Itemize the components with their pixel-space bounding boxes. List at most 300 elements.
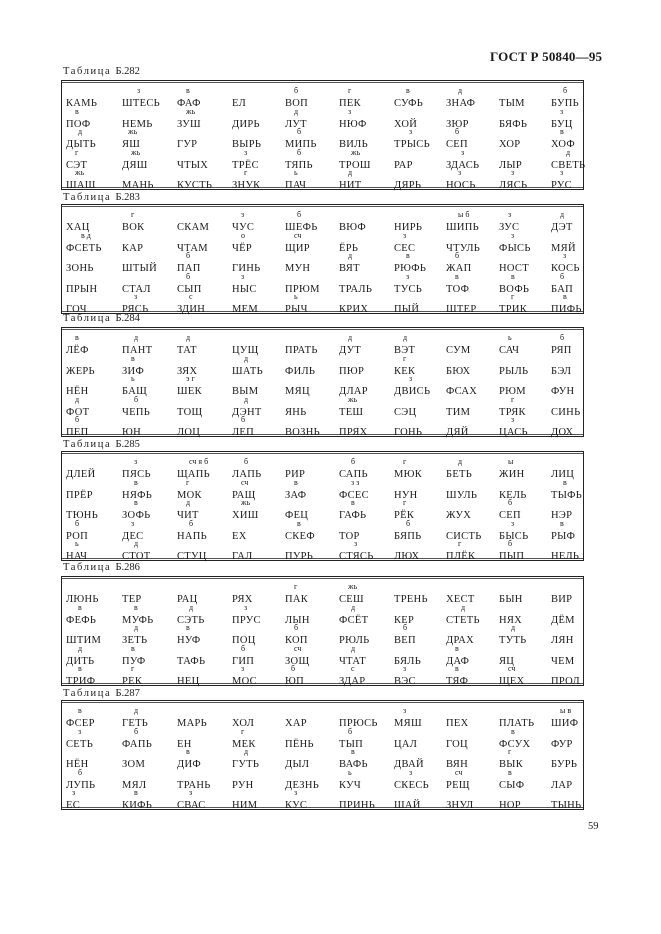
table-row	[66, 271, 583, 295]
word-cell	[122, 726, 174, 750]
syllable-word: ПРУС	[232, 614, 261, 626]
word-cell	[394, 457, 446, 480]
letter-annotation: г	[348, 86, 352, 95]
syllable-word: ЗОНЬ	[66, 263, 94, 274]
letter-annotation: б	[455, 127, 460, 136]
table-caption	[63, 192, 140, 203]
word-cell	[66, 127, 118, 150]
syllable-word: ВЕП	[394, 635, 416, 646]
syllable-word: ЗДАСЬ	[446, 159, 480, 171]
letter-annotation: з	[511, 518, 515, 528]
syllable-word: ХОФ	[551, 139, 575, 150]
word-cell	[177, 151, 229, 171]
word-cell	[122, 210, 174, 233]
letter-annotation: з	[137, 86, 141, 95]
letter-annotation: з	[244, 602, 248, 612]
syllable-word: ШАТЬ	[232, 365, 263, 377]
syllable-word: ЕЛ	[232, 98, 246, 109]
syllable-word: ТРЕНЬ	[394, 594, 428, 605]
word-cell	[394, 86, 446, 109]
word-cell	[339, 234, 391, 254]
table-row	[66, 539, 583, 562]
syllable-word: ПЫЙ	[394, 304, 420, 315]
letter-annotation: в	[78, 602, 82, 612]
word-cell	[122, 539, 174, 562]
syllable-word: НОСТ	[499, 263, 529, 274]
letter-annotation: в	[563, 477, 567, 487]
syllable-word: ФСАХ	[446, 386, 478, 397]
word-cell	[232, 353, 284, 377]
letter-annotation: в	[560, 518, 564, 528]
syllable-word: ПАП	[177, 263, 201, 274]
word-cell	[232, 168, 284, 191]
letter-annotation: з	[403, 230, 407, 240]
word-cell	[66, 168, 118, 191]
syllable-word: ШИФ	[551, 718, 579, 729]
letter-annotation: г	[508, 747, 512, 756]
syllable-word: НЕЛЬ	[551, 551, 580, 562]
syllable-word: РЮЛЬ	[339, 635, 370, 646]
syllable-word: ФЕФЬ	[66, 614, 97, 626]
syllable-word: ВОЗНЬ	[285, 427, 320, 438]
syllable-word: МЯШ	[394, 718, 422, 729]
syllable-word: ФСЕТЬ	[66, 242, 102, 254]
syllable-word: ВЫРЬ	[232, 139, 262, 150]
syllable-word: ТРЫСЬ	[394, 139, 430, 150]
syllable-word: ЗУС	[499, 222, 520, 233]
syllable-word: ДАФ	[446, 655, 470, 667]
word-cell	[446, 481, 498, 501]
syllable-word: ЖЕРЬ	[66, 365, 95, 377]
syllable-word: БУРЬ	[551, 759, 578, 770]
syllable-word: ЗОЩ	[285, 655, 310, 667]
table-row	[66, 230, 583, 254]
syllable-word: ДЁМ	[551, 614, 575, 626]
letter-annotation: з	[241, 664, 245, 673]
syllable-word: ЗОФЬ	[122, 510, 151, 521]
syllable-word: РУН	[232, 779, 254, 791]
letter-annotation: в	[75, 106, 79, 116]
word-cell	[232, 791, 284, 811]
syllable-word: ТЫНЬ	[551, 800, 582, 811]
syllable-word: ТЫФЬ	[551, 489, 583, 501]
table-row	[66, 168, 583, 191]
word-cell	[285, 788, 337, 811]
word-cell	[232, 254, 284, 274]
word-cell	[551, 127, 603, 150]
word-cell	[122, 147, 174, 171]
syllable-word: НАЧ	[66, 551, 88, 562]
letter-annotation: в	[186, 747, 190, 756]
word-cell	[66, 230, 118, 254]
table-row	[66, 127, 583, 150]
letter-annotation: б	[78, 767, 83, 777]
syllable-word: РЯХ	[232, 594, 253, 605]
letter-annotation: г	[458, 539, 462, 548]
word-cell	[394, 398, 446, 418]
letter-annotation: з	[511, 230, 515, 240]
syllable-word: НИРЬ	[394, 222, 423, 233]
letter-annotation: б	[294, 86, 299, 95]
letter-annotation: в	[134, 498, 138, 507]
syllable-word: ЗДИН	[177, 304, 206, 315]
syllable-word: ЛОЦ	[177, 427, 201, 438]
syllable-word: СЕШ	[339, 594, 364, 605]
word-cell	[122, 234, 174, 254]
letter-annotation: г	[403, 457, 407, 466]
word-cell	[177, 106, 229, 130]
letter-annotation: д	[458, 457, 463, 466]
syllable-word: ЩИР	[285, 242, 310, 254]
syllable-word: БЯПЬ	[394, 530, 422, 542]
letter-annotation: з	[563, 251, 567, 260]
word-cell	[66, 501, 118, 521]
word-cell	[551, 460, 603, 480]
syllable-word: НИМ	[232, 800, 258, 811]
word-cell	[339, 333, 391, 356]
syllable-word: ШИПЬ	[446, 222, 479, 233]
letter-annotation: в	[78, 706, 82, 715]
letter-annotation: г	[75, 147, 79, 157]
syllable-word: ВИР	[551, 594, 573, 605]
word-cell	[177, 333, 229, 356]
syllable-word: БЫСЬ	[499, 530, 529, 542]
word-cell	[232, 747, 284, 770]
syllable-word: ГУР	[177, 139, 198, 150]
word-cell	[339, 747, 391, 770]
word-cell	[446, 168, 498, 191]
table-row	[66, 106, 583, 130]
table-caption-label: Таблица	[63, 688, 112, 699]
syllable-word: ПУРЬ	[285, 551, 314, 562]
letter-annotation: б	[508, 498, 513, 507]
syllable-word: ЧЁР	[232, 242, 252, 254]
word-cell	[66, 518, 118, 542]
syllable-word: НЯФЬ	[122, 489, 153, 501]
letter-annotation: с	[351, 664, 355, 673]
syllable-word: ХОР	[499, 139, 521, 150]
word-cell	[285, 106, 337, 130]
word-cell	[551, 750, 603, 770]
word-cell	[122, 498, 174, 521]
word-cell	[339, 664, 391, 687]
letter-annotation: в	[406, 86, 410, 95]
word-cell	[177, 730, 229, 750]
document-header: ГОСТ Р 50840—95	[490, 49, 603, 64]
syllable-word: ЦУЩ	[232, 345, 259, 356]
letter-annotation: ь	[294, 292, 298, 301]
syllable-word: СКЕСЬ	[394, 779, 429, 791]
word-cell	[177, 542, 229, 562]
table-row	[66, 767, 583, 791]
table-caption-number: Б.285	[115, 439, 140, 450]
letter-annotation: д	[348, 168, 353, 177]
syllable-word: ДЯШ	[122, 159, 148, 171]
letter-annotation: з	[78, 726, 82, 736]
word-cell	[66, 585, 118, 605]
table-caption	[63, 439, 140, 450]
syllable-word: ЛЮХ	[394, 551, 420, 562]
syllable-word: ПЫП	[499, 551, 525, 562]
syllable-word: МУФЬ	[122, 614, 154, 626]
word-cell	[339, 86, 391, 109]
letter-annotation: з	[134, 457, 138, 466]
letter-annotation: з	[241, 271, 245, 281]
word-cell	[232, 336, 284, 356]
syllable-word: ТАТ	[177, 345, 197, 356]
syllable-word: ЛИЦ	[551, 469, 575, 480]
word-cell	[66, 295, 118, 315]
letter-annotation: г	[511, 394, 515, 404]
letter-annotation: б	[406, 518, 411, 528]
syllable-word: ВЯН	[446, 759, 468, 770]
word-cell	[232, 477, 284, 501]
letter-annotation: сч	[455, 767, 463, 777]
letter-annotation: жь	[351, 147, 361, 157]
letter-annotation: ь	[508, 333, 512, 342]
word-cell	[394, 127, 446, 150]
syllable-word: СТЕТЬ	[446, 614, 480, 626]
word-cell	[285, 168, 337, 191]
word-cell	[66, 788, 118, 811]
word-cell	[394, 251, 446, 274]
syllable-word: ФОТ	[66, 406, 90, 418]
word-cell	[499, 767, 551, 791]
word-cell	[499, 292, 551, 315]
table-caption-label: Таблица	[63, 192, 112, 203]
word-cell	[285, 275, 337, 295]
syllable-word: ПЕК	[339, 98, 361, 109]
word-cell	[285, 127, 337, 150]
syllable-word: ПАЧ	[285, 180, 307, 191]
syllable-word: ФСЁТ	[339, 614, 369, 626]
syllable-word: КЕЛЬ	[499, 489, 527, 501]
syllable-word: РЕК	[122, 676, 143, 687]
table-caption-label: Таблица	[63, 439, 112, 450]
syllable-word: КУЧ	[339, 779, 361, 791]
table-caption-label: Таблица	[63, 66, 112, 77]
word-cell	[66, 481, 118, 501]
word-cell	[499, 539, 551, 562]
word-cell	[551, 333, 603, 356]
letter-annotation: б	[403, 623, 408, 632]
word-cell	[232, 726, 284, 750]
table-caption-number: Б.286	[115, 562, 140, 573]
word-table	[61, 700, 584, 810]
syllable-word: СЕС	[394, 242, 416, 254]
syllable-word: ЕХ	[232, 530, 247, 542]
syllable-word: ЗУШ	[177, 118, 201, 130]
word-cell	[499, 647, 551, 667]
letter-annotation: в	[78, 664, 82, 673]
letter-annotation: в	[560, 127, 564, 136]
word-cell	[66, 460, 118, 480]
letter-annotation: в	[294, 477, 298, 487]
letter-annotation: д	[348, 333, 353, 342]
word-cell	[446, 234, 498, 254]
syllable-word: ТРЁС	[232, 159, 259, 171]
syllable-word: СЭТЬ	[177, 614, 205, 626]
syllable-word: НЁН	[66, 759, 89, 770]
syllable-word: ПАК	[285, 594, 309, 605]
letter-annotation: з	[348, 106, 352, 116]
letter-annotation: д	[294, 106, 299, 116]
letter-annotation: в	[186, 86, 190, 95]
word-cell	[446, 626, 498, 646]
table-caption-number: Б.283	[115, 192, 140, 203]
syllable-word: СЕП	[499, 510, 521, 521]
syllable-word: ЧЕМ	[551, 655, 575, 667]
letter-annotation: жь	[131, 147, 141, 157]
word-cell	[394, 518, 446, 542]
syllable-word: ЗЯХ	[177, 365, 198, 377]
syllable-word: ЛЮНЬ	[66, 594, 99, 605]
syllable-word: КЕР	[394, 614, 415, 626]
letter-annotation: з	[189, 788, 193, 797]
letter-annotation: б	[241, 415, 246, 424]
syllable-word: ЛУПЬ	[66, 779, 96, 791]
letter-annotation: б	[186, 271, 191, 281]
syllable-word: КУС	[285, 800, 308, 811]
word-cell	[177, 747, 229, 770]
syllable-word: ШТЫЙ	[122, 263, 157, 274]
letter-annotation: б	[297, 210, 302, 219]
letter-annotation: в	[563, 292, 567, 301]
word-cell	[394, 230, 446, 254]
word-cell	[122, 602, 174, 626]
syllable-word: ВЫМ	[232, 386, 259, 397]
syllable-word: СТУЦ	[177, 551, 207, 562]
table-row	[66, 333, 583, 356]
word-cell	[339, 106, 391, 130]
syllable-word: БЯЛЬ	[394, 655, 422, 667]
word-cell	[394, 418, 446, 438]
syllable-word: ДЫЛ	[285, 759, 310, 770]
letter-annotation: б	[134, 394, 139, 404]
letter-annotation: б	[563, 86, 568, 95]
syllable-word: ДУТ	[339, 345, 362, 356]
table-row	[66, 353, 583, 377]
syllable-word: МЯЛ	[122, 779, 147, 791]
letter-annotation: б	[560, 333, 565, 342]
syllable-word: ПЕХ	[446, 718, 469, 729]
syllable-word: БЭЛ	[551, 365, 572, 377]
syllable-word: ДИТЬ	[66, 655, 95, 667]
syllable-word: СТОТ	[122, 551, 151, 562]
word-cell	[122, 275, 174, 295]
table-caption-number: Б.287	[115, 688, 140, 699]
word-cell	[551, 251, 603, 274]
word-cell	[551, 706, 603, 729]
letter-annotation: сч	[508, 664, 516, 673]
word-cell	[551, 271, 603, 295]
word-cell	[394, 271, 446, 295]
word-cell	[339, 522, 391, 542]
word-cell	[232, 602, 284, 626]
page-number: 59	[588, 821, 599, 832]
syllable-word: СКАМ	[177, 222, 210, 233]
syllable-word: ПОЦ	[232, 635, 256, 646]
word-cell	[499, 130, 551, 150]
syllable-word: ШУЛЬ	[446, 489, 478, 501]
word-cell	[394, 151, 446, 171]
syllable-word: КУСТЬ	[177, 180, 213, 191]
letter-annotation: о	[241, 230, 245, 240]
syllable-word: ЁРЬ	[339, 242, 359, 254]
syllable-word: ПЛАТЬ	[499, 718, 535, 729]
syllable-word: ПЕП	[66, 427, 89, 438]
word-cell	[285, 86, 337, 109]
word-cell	[394, 481, 446, 501]
syllable-word: МЯЦ	[285, 386, 310, 397]
letter-annotation: в	[455, 643, 459, 653]
syllable-word: ПЯСЬ	[122, 469, 151, 480]
syllable-word: ЛЯН	[551, 635, 574, 646]
word-cell	[177, 292, 229, 315]
syllable-word: ДЭНТ	[232, 406, 262, 418]
syllable-word: ФСУХ	[499, 738, 531, 750]
word-cell	[285, 357, 337, 377]
word-cell	[499, 481, 551, 501]
word-cell	[232, 295, 284, 315]
letter-annotation: з	[508, 210, 512, 219]
table-row	[66, 747, 583, 770]
syllable-word: ЕС	[66, 800, 81, 811]
syllable-word: СЕП	[446, 139, 468, 150]
word-cell	[551, 168, 603, 191]
word-cell	[285, 460, 337, 480]
word-cell	[499, 747, 551, 770]
syllable-word: ЛЁФ	[66, 345, 89, 356]
syllable-word: ТЫМ	[499, 98, 525, 109]
word-cell	[551, 647, 603, 667]
syllable-word: БАЩ	[122, 386, 147, 397]
word-cell	[285, 542, 337, 562]
word-cell	[394, 353, 446, 377]
syllable-word: КРИХ	[339, 304, 369, 315]
syllable-word: ЖИН	[499, 469, 525, 480]
word-cell	[499, 168, 551, 191]
word-cell	[551, 418, 603, 438]
syllable-word: ГОНЬ	[394, 427, 423, 438]
word-cell	[394, 730, 446, 750]
syllable-word: НУФ	[177, 635, 201, 646]
word-cell	[394, 374, 446, 397]
syllable-word: СЭТ	[66, 159, 88, 171]
word-cell	[499, 254, 551, 274]
word-cell	[339, 626, 391, 646]
table-row	[66, 498, 583, 521]
word-cell	[177, 213, 229, 233]
syllable-word: СТАЛ	[122, 283, 151, 295]
syllable-word: РЯП	[551, 345, 572, 356]
syllable-word: ЗИФ	[122, 365, 145, 377]
word-cell	[177, 457, 229, 480]
syllable-word: СУМ	[446, 345, 471, 356]
word-cell	[285, 210, 337, 233]
syllable-word: СИСТЬ	[446, 530, 482, 542]
letter-annotation: ь	[75, 539, 79, 548]
word-cell	[177, 623, 229, 646]
word-cell	[394, 498, 446, 521]
syllable-word: РЫЛЬ	[499, 365, 529, 377]
word-cell	[177, 374, 229, 397]
syllable-word: ДЫТЬ	[66, 139, 96, 150]
syllable-word: ЧТУЛЬ	[446, 242, 481, 254]
syllable-word: КОП	[285, 635, 308, 646]
letter-annotation: з	[409, 767, 413, 777]
syllable-word: МЕМ	[232, 304, 258, 315]
